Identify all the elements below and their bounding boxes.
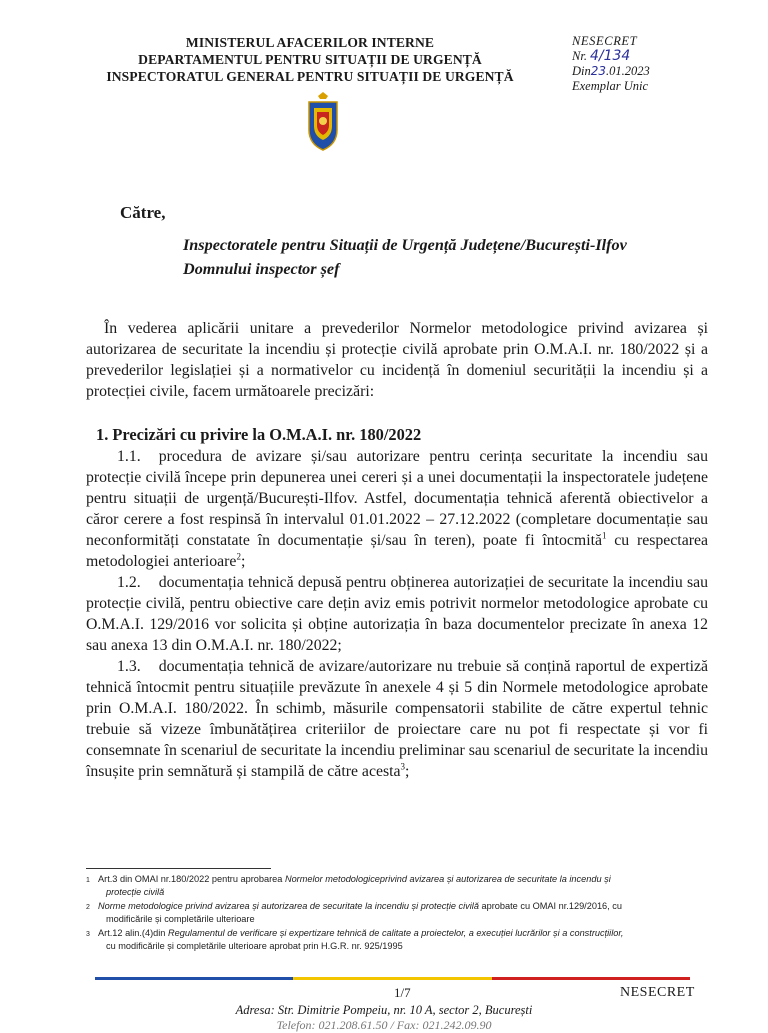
footnote-ref-2[interactable]: 2 [236, 551, 241, 562]
footnote-1: 1 Art.3 din OMAI nr.180/2022 pentru aprobarea Normelor metodologiceprivind avizarea și autorizarea de securitate la incendu și protecție civilă [86, 874, 611, 898]
to-label: Către, [120, 203, 166, 222]
footnotes [86, 873, 708, 953]
footer-phone: Telefon: 021.208.61.50 / Fax: 021.242.09.90 [276, 1018, 492, 1032]
footnote-ref-3[interactable]: 3 [400, 761, 406, 772]
footnote-ref-1[interactable]: 1 [602, 530, 607, 541]
footnote-2: 2 Norme metodologice privind avizarea și autorizarea de securitate la incendiu și protecție civilă aprobate cu OMAI nr.129/2016, cu modificările și completările ulterioare [86, 900, 622, 925]
footer-classification: NESECRET [620, 985, 695, 1000]
handwritten-number: 4/134 [589, 48, 631, 64]
letterhead [60, 34, 560, 85]
header-department: DEPARTAMENTUL PENTRU SITUAȚII DE URGENȚĂ [138, 52, 482, 67]
item-1-2: 1.2. documentația tehnică depusă pentru obținerea autorizației de securitate la incendiu sau protecție civilă, pentru obiective care dețin aviz emis potrivit normelor metodologice aprobate cu O.M.A.I. 129/2016 vor solicita și obține autorizația în baza documentelor precizate în anexa 12 sau anexa 13 din O.M.A.I. nr. 180/2022; [86, 574, 708, 654]
tricolor-stripe [95, 977, 690, 980]
page-number: 1/7 [394, 985, 411, 1000]
item-1-3: 1.3. documentația tehnică de avizare/autorizare nu trebuie să conțină raportul de expertiză tehnică întocmit pentru situațiile prevăzute în anexele 4 și 5 din Normele metodologice aprobate prin O.M.A.I. 180/2022. În schimb, măsurile compensatorii stabilite de către expertul tehnic trebuie să vizeze îmbunătățirea criteriilor de proiectare care nu pot fi respectate și vor fi consemnate în scenariul de securitate la incendiu preliminar sau scenariul de securitate la incendiu însușite prin semnătură și stampilă de către acesta$^3$; [86, 658, 708, 780]
addressee-chief-inspector: Domnului inspector șef [183, 260, 340, 278]
footer-address: Adresa: Str. Dimitrie Pompeiu, nr. 10 A, sector 2, București [235, 1003, 533, 1017]
header-ministry: MINISTERUL AFACERILOR INTERNE [185, 35, 435, 50]
section-1-title: 1. Precizări cu privire la O.M.A.I. nr. 180/2022 [96, 425, 422, 444]
classification-block [572, 34, 650, 94]
copy-mark: Exemplar Unic [572, 79, 649, 93]
handwritten-day: 23 [590, 64, 607, 78]
classification-level: NESECRET [572, 34, 638, 48]
registration-date: Din23.01.2023 [572, 64, 650, 78]
stripe-blue [95, 977, 293, 980]
addressee-inspectorates: Inspectoratele pentru Situații de Urgență Județene/București-Ilfov [183, 236, 627, 254]
addressee [183, 233, 627, 281]
stripe-red [492, 977, 690, 980]
footnote-divider [86, 868, 271, 869]
registration-number: Nr. 4/134 [572, 48, 631, 64]
intro-paragraph: În vederea aplicării unitare a prevederilor Normelor metodologice privind avizarea și autorizarea de securitate la incendiu și protecție civilă aprobate prin O.M.A.I. nr. 180/2022 și a prevederilor legislației și a normativelor cu incidență în domeniul securității la incendiu și a protecției civile, facem următoarele precizări: [86, 320, 708, 400]
header-inspectorate: INSPECTORATUL GENERAL PENTRU SITUAȚII DE URGENȚĂ [106, 69, 514, 84]
footnote-3: 3 Art.12 alin.(4)din Regulamentul de verificare și expertizare tehnică de calitate a proiectelor, a execuției lucrărilor și a construcțiilor, cu modificările și completările ulterioare aprobat prin H.G.R. nr. 925/1995 [86, 927, 624, 952]
item-1-1: 1.1. procedura de avizare și/sau autorizare pentru cerința securitate la incendiu sau protecție civilă începe prin depunerea unei cereri și a unei documentații la inspectoratele județene pentru situații de urgență/București-Ilfov. Astfel, documentația tehnică aferentă obiectivelor a căror cerere a fost respinsă în intervalul 01.01.2022 – 27.12.2022 (completare documentație sau neconformități constatate în documentație și/sau în teren), poate fi întocmită$^1$ cu respectarea metodologiei anterioare$^2$; [86, 448, 708, 570]
coat-of-arms-icon [306, 92, 340, 152]
stripe-yellow [293, 977, 491, 980]
section-1-items [86, 446, 708, 782]
